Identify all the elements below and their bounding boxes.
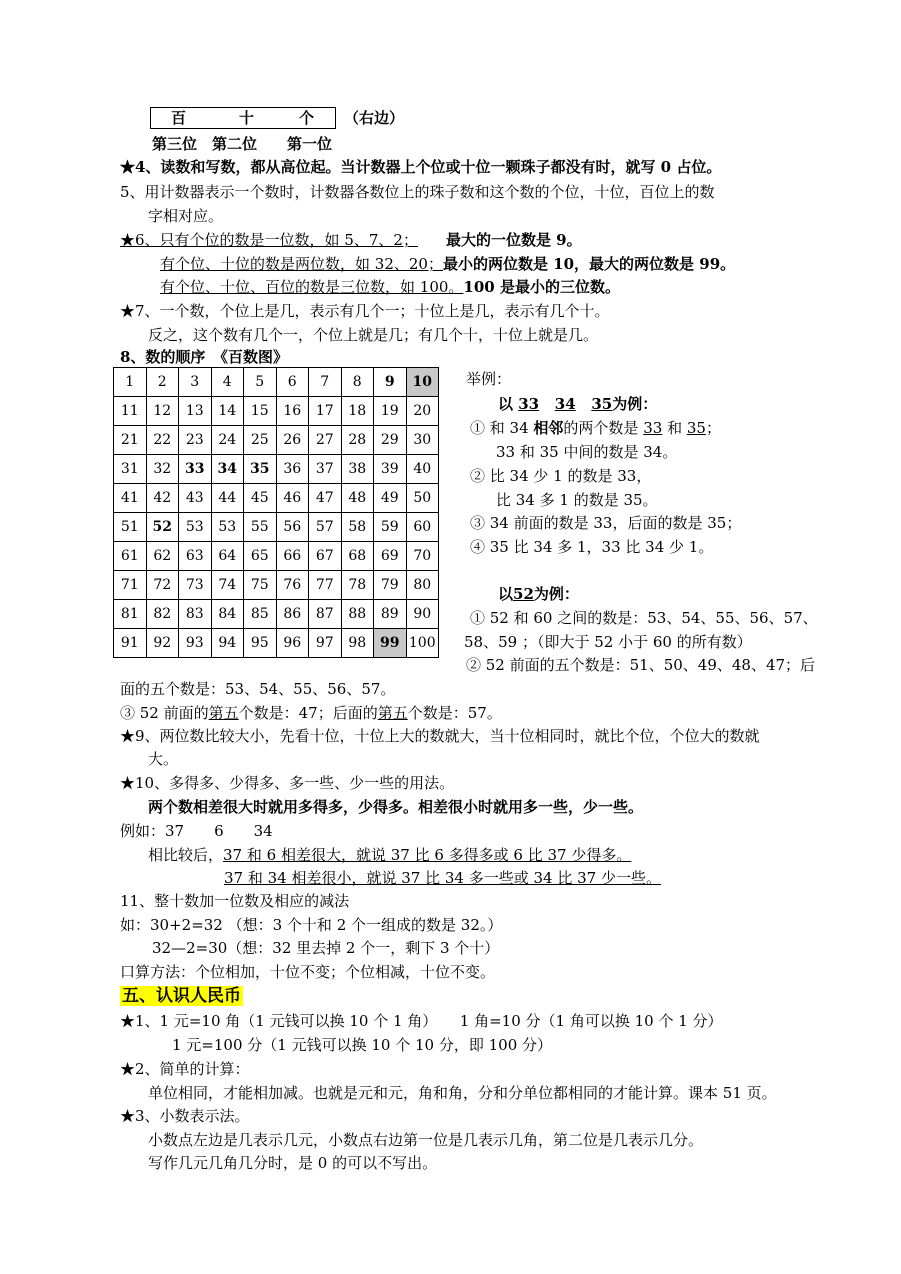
chart-cell: 91 — [114, 629, 147, 658]
chart-cell: 28 — [341, 426, 374, 455]
hundreds-label: 百 — [171, 109, 187, 127]
chart-cell: 31 — [114, 455, 147, 484]
item-7-line1: ★7、一个数，个位上是几，表示有几个一；十位上是几，表示有几个十。 — [120, 302, 610, 320]
item-6-line1: ★6、只有个位的数是一位数，如 5、7、2； 最大的一位数是 9。 — [120, 231, 582, 249]
item-9-line2: 大。 — [148, 750, 179, 768]
chart-cell: 69 — [374, 542, 407, 571]
chart-cell: 56 — [276, 513, 309, 542]
chart-row — [114, 426, 439, 455]
example-1-line6: ④ 35 比 34 多 1，33 比 34 少 1。 — [470, 538, 714, 556]
chart-cell: 99 — [374, 629, 407, 658]
chart-row — [114, 571, 439, 600]
item-11-line3: 32—2=30（想：32 里去掉 2 个一，剩下 3 个十） — [152, 939, 500, 957]
section-5-item-3-line3: 写作几元几角几分时，是 0 的可以不写出。 — [148, 1154, 438, 1172]
chart-cell: 35 — [244, 455, 277, 484]
chart-cell: 64 — [211, 542, 244, 571]
section-5-title: 五、认识人民币 — [122, 986, 241, 1006]
chart-cell: 48 — [341, 484, 374, 513]
example-1-line2: 33 和 35 中间的数是 34。 — [496, 443, 678, 461]
chart-cell: 79 — [374, 571, 407, 600]
chart-cell: 3 — [179, 368, 212, 397]
chart-cell: 72 — [146, 571, 179, 600]
chart-cell: 30 — [406, 426, 439, 455]
chart-cell: 39 — [374, 455, 407, 484]
chart-cell: 21 — [114, 426, 147, 455]
chart-cell: 45 — [244, 484, 277, 513]
chart-cell: 44 — [211, 484, 244, 513]
chart-cell: 4 — [211, 368, 244, 397]
chart-cell: 12 — [146, 397, 179, 426]
chart-cell: 46 — [276, 484, 309, 513]
chart-cell: 74 — [211, 571, 244, 600]
example-1-line3: ② 比 34 少 1 的数是 33， — [470, 467, 652, 485]
chart-cell: 62 — [146, 542, 179, 571]
chart-row — [114, 397, 439, 426]
chart-cell: 77 — [309, 571, 342, 600]
chart-cell: 7 — [309, 368, 342, 397]
chart-cell: 10 — [406, 368, 439, 397]
chart-cell: 29 — [374, 426, 407, 455]
example-2-line3: ② 52 前面的五个数是：51、50、49、48、47；后 — [466, 656, 816, 674]
chart-cell: 86 — [276, 600, 309, 629]
chart-cell: 100 — [406, 629, 439, 658]
chart-cell: 43 — [179, 484, 212, 513]
chart-cell: 11 — [114, 397, 147, 426]
item-11-line1: 11、整十数加一位数及相应的减法 — [120, 892, 350, 910]
chart-cell: 85 — [244, 600, 277, 629]
example-1-line5: ③ 34 前面的数是 33，后面的数是 35； — [470, 514, 742, 532]
chart-cell: 67 — [309, 542, 342, 571]
chart-cell: 16 — [276, 397, 309, 426]
example-2-line5: ③ 52 前面的第五个数是：47；后面的第五个数是：57。 — [120, 704, 502, 722]
chart-cell: 17 — [309, 397, 342, 426]
chart-cell: 27 — [309, 426, 342, 455]
hundred-chart — [113, 367, 439, 658]
chart-cell: 96 — [276, 629, 309, 658]
item-7-line2: 反之，这个数有几个一，个位上就是几；有几个十，十位上就是几。 — [148, 326, 599, 344]
chart-row — [114, 484, 439, 513]
section-5-item-1-line2: 1 元=100 分（1 元钱可以换 10 个 10 分，即 100 分） — [172, 1036, 553, 1054]
chart-row — [114, 600, 439, 629]
chart-cell: 76 — [276, 571, 309, 600]
chart-cell: 14 — [211, 397, 244, 426]
chart-cell: 5 — [244, 368, 277, 397]
example-1-title: 以 33 34 35为例： — [498, 395, 658, 413]
chart-cell: 75 — [244, 571, 277, 600]
chart-cell: 98 — [341, 629, 374, 658]
chart-cell: 61 — [114, 542, 147, 571]
chart-cell: 19 — [374, 397, 407, 426]
chart-cell: 24 — [211, 426, 244, 455]
chart-cell: 2 — [146, 368, 179, 397]
chart-cell: 57 — [309, 513, 342, 542]
chart-cell: 52 — [146, 513, 179, 542]
chart-cell: 97 — [309, 629, 342, 658]
chart-cell: 8 — [341, 368, 374, 397]
item-8-heading: 8、数的顺序 《百数图》 — [120, 348, 288, 366]
place-value-box — [150, 107, 336, 129]
chart-cell: 53 — [179, 513, 212, 542]
item-4: ★4、读数和写数，都从高位起。当计数器上个位或十位一颗珠子都没有时，就写 0 占位。 — [120, 158, 722, 176]
item-10-line5: 37 和 34 相差很小，就说 37 比 34 多一些或 34 比 37 少一些。 — [224, 869, 661, 887]
section-5-item-3-line1: ★3、小数表示法。 — [120, 1107, 250, 1125]
example-2-line4: 面的五个数是：53、54、55、56、57。 — [120, 680, 396, 698]
item-5-line2: 字相对应。 — [148, 207, 224, 225]
chart-cell: 36 — [276, 455, 309, 484]
item-6-line3: 有个位、十位、百位的数是三位数，如 100。100 是最小的三位数。 — [160, 278, 620, 296]
item-10-line4: 相比较后，37 和 6 相差很大，就说 37 比 6 多得多或 6 比 37 少得多。 — [148, 846, 632, 864]
chart-cell: 59 — [374, 513, 407, 542]
chart-cell: 32 — [146, 455, 179, 484]
section-5-item-2-line2: 单位相同，才能相加减。也就是元和元，角和角，分和分单位都相同的才能计算。课本 51 页。 — [148, 1084, 777, 1102]
item-10-line1: ★10、多得多、少得多、多一些、少一些的用法。 — [120, 774, 455, 792]
example-2-line2: 58、59 ；（即大于 52 小于 60 的所有数） — [464, 633, 752, 651]
chart-cell: 53 — [211, 513, 244, 542]
item-10-line3: 例如：37 6 34 — [120, 822, 273, 840]
item-9-line1: ★9、两位数比较大小，先看十位，十位上大的数就大，当十位相同时，就比个位，个位大的数就 — [120, 727, 760, 745]
chart-cell: 73 — [179, 571, 212, 600]
chart-cell: 49 — [374, 484, 407, 513]
chart-cell: 1 — [114, 368, 147, 397]
chart-cell: 58 — [341, 513, 374, 542]
chart-cell: 23 — [179, 426, 212, 455]
chart-cell: 84 — [211, 600, 244, 629]
chart-cell: 37 — [309, 455, 342, 484]
chart-cell: 22 — [146, 426, 179, 455]
chart-cell: 13 — [179, 397, 212, 426]
side-note: （右边） — [344, 109, 405, 127]
chart-cell: 9 — [374, 368, 407, 397]
chart-cell: 41 — [114, 484, 147, 513]
item-5-line1: 5、用计数器表示一个数时，计数器各数位上的珠子数和这个数的个位，十位，百位上的数 — [120, 183, 715, 201]
item-10-line2: 两个数相差很大时就用多得多，少得多。相差很小时就用多一些，少一些。 — [148, 798, 644, 816]
chart-cell: 15 — [244, 397, 277, 426]
chart-cell: 38 — [341, 455, 374, 484]
chart-cell: 92 — [146, 629, 179, 658]
chart-row — [114, 542, 439, 571]
chart-cell: 71 — [114, 571, 147, 600]
chart-cell: 68 — [341, 542, 374, 571]
chart-cell: 87 — [309, 600, 342, 629]
chart-cell: 50 — [406, 484, 439, 513]
chart-cell: 34 — [211, 455, 244, 484]
chart-cell: 65 — [244, 542, 277, 571]
item-11-line2: 如：30+2=32 （想：3 个十和 2 个一组成的数是 32。） — [120, 916, 503, 934]
chart-cell: 83 — [179, 600, 212, 629]
position-labels: 第三位 第二位 第一位 — [152, 135, 333, 153]
chart-cell: 60 — [406, 513, 439, 542]
chart-cell: 93 — [179, 629, 212, 658]
chart-cell: 95 — [244, 629, 277, 658]
chart-cell: 90 — [406, 600, 439, 629]
chart-cell: 40 — [406, 455, 439, 484]
chart-row — [114, 629, 439, 658]
item-11-line4: 口算方法：个位相加，十位不变；个位相减，十位不变。 — [120, 963, 496, 981]
example-1-line1: ① 和 34 相邻的两个数是 33 和 35； — [470, 419, 721, 437]
chart-cell: 66 — [276, 542, 309, 571]
tens-label: 十 — [239, 109, 255, 127]
chart-cell: 55 — [244, 513, 277, 542]
examples-heading: 举例： — [466, 370, 512, 388]
section-5-item-2-line1: ★2、简单的计算： — [120, 1060, 250, 1078]
chart-cell: 33 — [179, 455, 212, 484]
chart-cell: 51 — [114, 513, 147, 542]
chart-cell: 63 — [179, 542, 212, 571]
example-1-line4: 比 34 多 1 的数是 35。 — [496, 491, 658, 509]
chart-cell: 82 — [146, 600, 179, 629]
ones-label: 个 — [299, 109, 315, 127]
chart-cell: 81 — [114, 600, 147, 629]
example-2-line1: ① 52 和 60 之间的数是：53、54、55、56、57、 — [470, 609, 818, 627]
chart-cell: 78 — [341, 571, 374, 600]
chart-row — [114, 455, 439, 484]
chart-row — [114, 513, 439, 542]
chart-cell: 6 — [276, 368, 309, 397]
item-6-line2: 有个位、十位的数是两位数，如 32、20；最小的两位数是 10，最大的两位数是 99。 — [160, 255, 736, 273]
section-5-item-3-line2: 小数点左边是几表示几元，小数点右边第一位是几表示几角，第二位是几表示几分。 — [148, 1131, 704, 1149]
chart-cell: 70 — [406, 542, 439, 571]
chart-cell: 88 — [341, 600, 374, 629]
chart-cell: 42 — [146, 484, 179, 513]
chart-cell: 26 — [276, 426, 309, 455]
chart-cell: 20 — [406, 397, 439, 426]
chart-cell: 47 — [309, 484, 342, 513]
example-2-title: 以52为例： — [498, 585, 579, 603]
section-5-item-1-line1: ★1、1 元=10 角（1 元钱可以换 10 个 1 角） 1 角=10 分（1 角可以换 10 个 1 分） — [120, 1012, 723, 1030]
chart-cell: 80 — [406, 571, 439, 600]
chart-cell: 94 — [211, 629, 244, 658]
chart-cell: 25 — [244, 426, 277, 455]
chart-cell: 18 — [341, 397, 374, 426]
chart-cell: 89 — [374, 600, 407, 629]
chart-row — [114, 368, 439, 397]
